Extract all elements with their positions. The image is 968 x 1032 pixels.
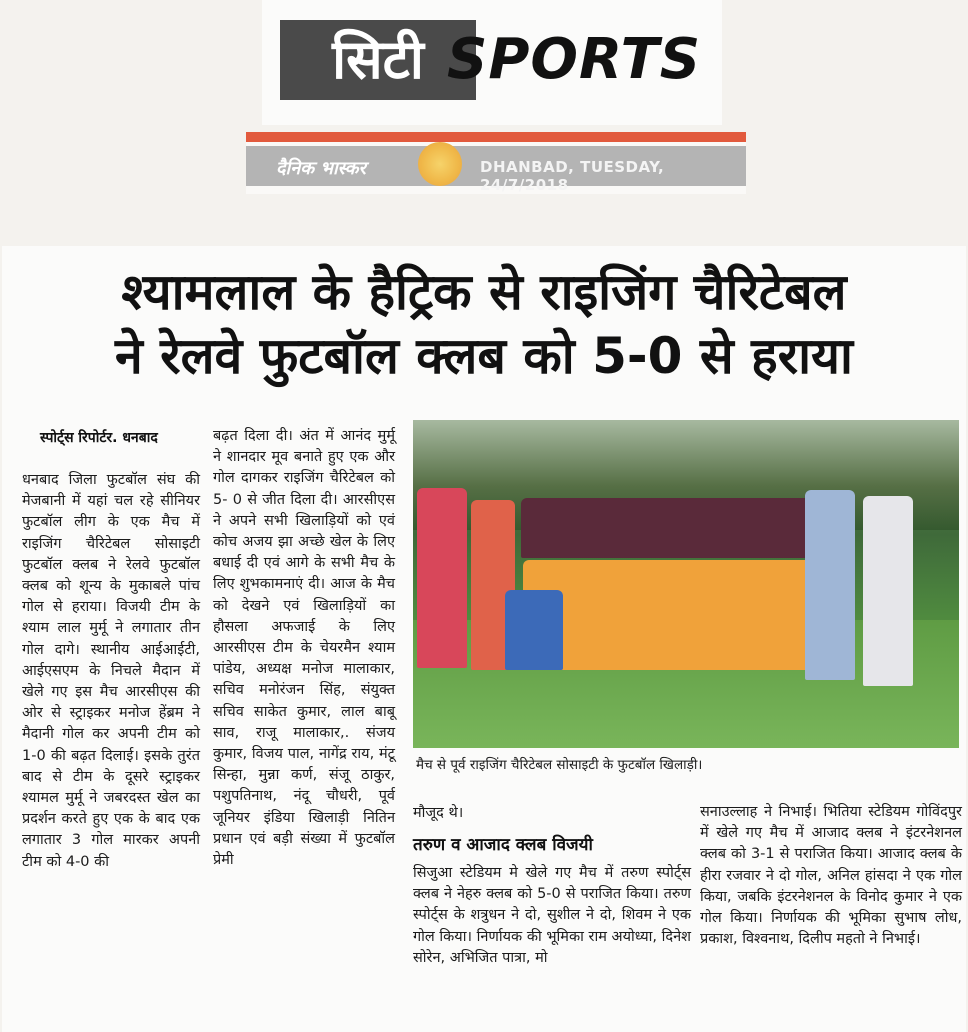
masthead	[262, 0, 722, 125]
newspaper-strip	[246, 132, 746, 194]
sports-logo-text: SPORTS	[447, 27, 702, 92]
column-3-lead: मौजूद थे।	[413, 805, 464, 821]
team-photo	[413, 420, 959, 748]
photo-person	[863, 496, 913, 686]
photo-person	[417, 488, 467, 668]
sun-logo-icon	[418, 142, 462, 186]
article-column-4: सनाउल्लाह ने निभाई। भितिया स्टेडियम गोविंदपुर में खेले गए मैच में आजाद क्लब ने इंटरनेशनल क्लब को 3-1 से पराजित किया। आजाद क्लब के हीरा रजवार ने दो गोल, अनिल हांसदा ने एक गोल किया, जबकि इंटरनेशनल के विनोद कुमार ने एक गोल किया। निर्णायक की भूमिका सुभाष लोध, प्रकाश, विश्वनाथ, दिलीप महतो ने निभाई।	[700, 804, 962, 948]
subheading: तरुण व आजाद क्लब विजयी	[413, 835, 593, 855]
dateline: DHANBAD, TUESDAY, 24/7/2018	[480, 158, 665, 194]
article-column-3: सिजुआ स्टेडियम मे खेले गए मैच में तरुण स्पोर्ट्स क्लब ने नेहरु क्लब को 5-0 से पराजित किया। तरुण स्पोर्ट्स के शत्रुधन ने दो, सुशील ने दो, शिवम ने एक गोल किया। निर्णायक की भूमिका राम अयोध्या, दिनेश सोरेन, अभिजित पात्रा, मो	[413, 865, 691, 966]
photo-person	[523, 560, 813, 670]
strip-red-band	[246, 132, 746, 142]
city-logo-text: सिटी	[332, 28, 424, 91]
article-column-1: धनबाद जिला फुटबॉल संघ की मेजबानी में यहां चल रहे सीनियर फुटबॉल लीग के एक मैच में राइजिंग चैरिटेबल सोसाइटी फुटबॉल क्लब ने रेलवे फुटबॉल क्लब को शून्य के मुकाबले पांच गोल से हराया। विजयी टीम के श्याम लाल मुर्मू ने लगातार तीन गोल दागे। स्थानीय आईआईटी, आईएसएम के निचले मैदान में खेले गए इस मैच आरसीएस की ओर से स्ट्राइकर मनोज हेंब्रम ने मैदानी गोल कर अपनी टीम को 1-0 की बढ़त दिलाई। इसके तुरंत बाद से टीम के दूसरे स्ट्राइकर श्यामल मुर्मू ने जबरदस्त खेल का प्रदर्शन करते हुए एक के बाद एक लगातार 3 गोल मारकर अपनी टीम को 4-0 की	[22, 472, 200, 870]
article-column-2: बढ़त दिला दी। अंत में आनंद मुर्मू ने शानदार मूव बनाते हुए एक और गोल दागकर राइजिंग चैरिटेबल को 5- 0 से जीत दिला दी। आरसीएस ने अपने सभी खिलाड़ियों को एवं कोच अजय झा अच्छे खेल के लिए बधाई दी एवं आगे के सभी मैच के लिए शुभकामनाएं दी। आज के मैच को देखने एवं खिलाड़ियों का हौसला अफजाई के लिए आरसीएस टीम के चेयरमैन श्याम पांडेय, अध्यक्ष मनोज मालाकार, सचिव मनोरंजन सिंह, संयुक्त सचिव साकेत कुमार, लाल बाबू साव, राजू मालाकार,. संजय कुमार, विजय पाल, नागेंद्र राय, मंटू सिन्हा, मुन्ना कर्ण, संजू ठाकुर, पशुपतिनाथ, नंदू चौधरी, पूर्व जूनियर इंडिया खिलाड़ी नितिन प्रधान एवं बड़ी संख्या में फुटबॉल प्रेमी	[213, 428, 395, 869]
headline	[0, 260, 968, 388]
photo-person	[805, 490, 855, 680]
photo-caption: मैच से पूर्व राइजिंग चैरिटेबल सोसाइटी के फुटबॉल खिलाड़ी।	[416, 757, 703, 773]
photo-person	[505, 590, 563, 670]
byline: स्पोर्ट्स रिपोर्टर. धनबाद	[40, 430, 158, 446]
headline-line-1: श्यामलाल के हैट्रिक से राइजिंग चैरिटेबल	[121, 263, 847, 321]
headline-line-2: ने रेलवे फुटबॉल क्लब को 5-0 से हराया	[115, 327, 853, 385]
photo-person	[521, 498, 821, 558]
paper-name: दैनिक भास्कर	[276, 158, 366, 179]
